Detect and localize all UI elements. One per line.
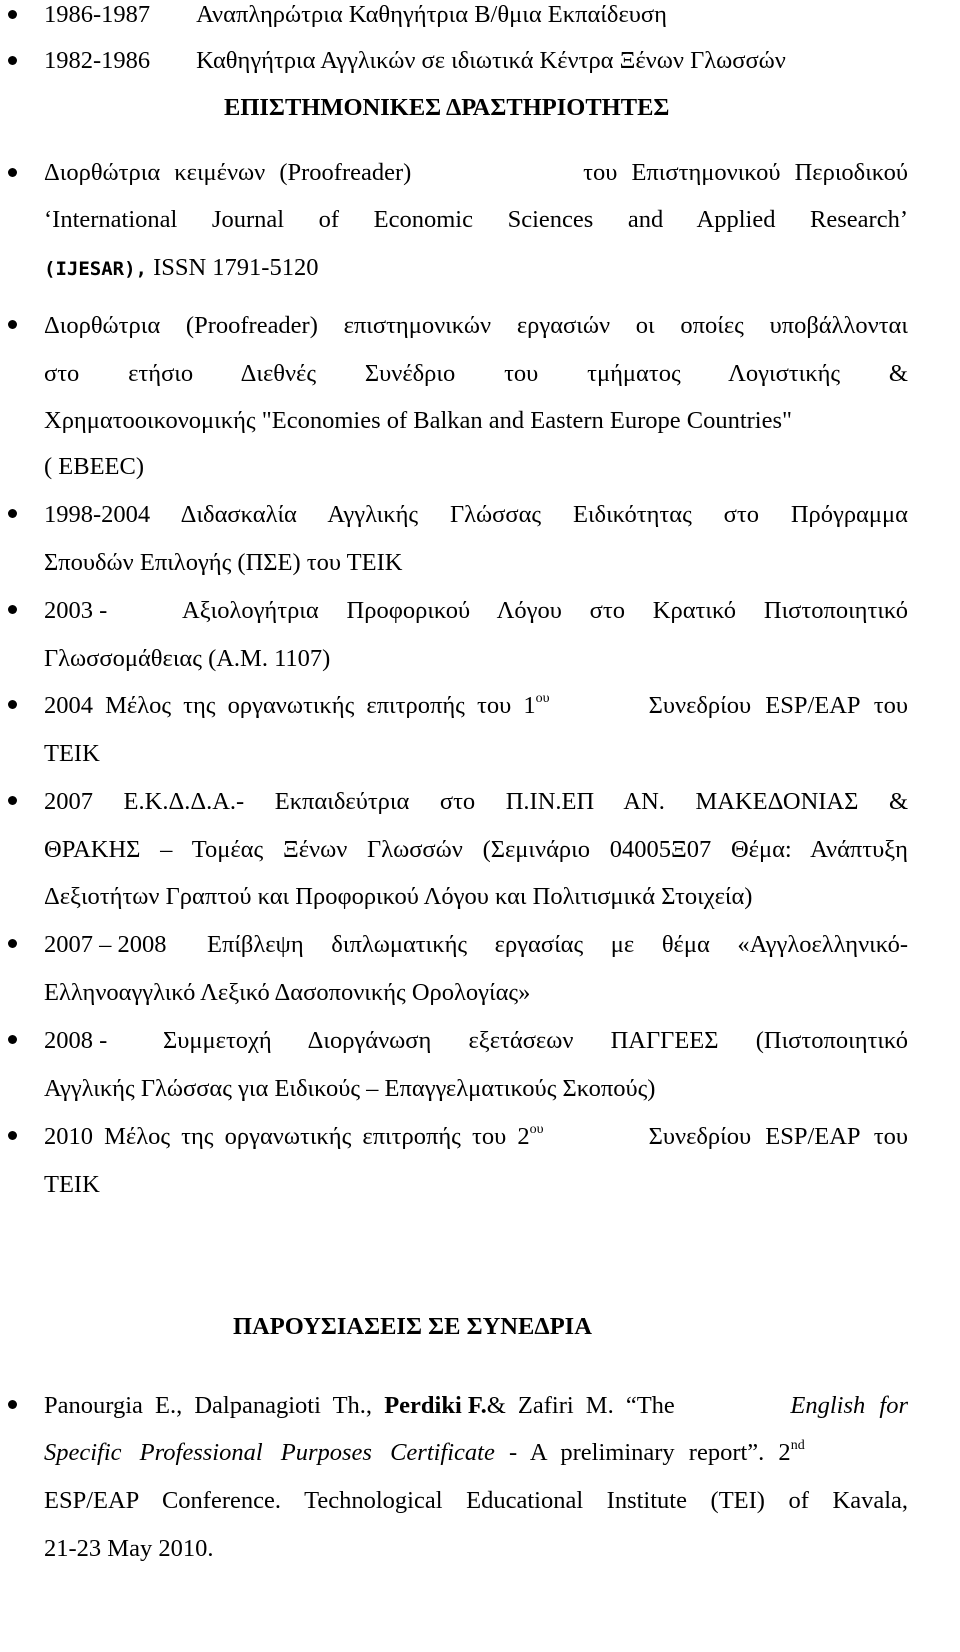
item-text: του Επιστημονικού Περιοδικού (583, 159, 908, 186)
list-item (44, 1026, 908, 1056)
list-item (44, 691, 908, 721)
item-text: Επίβλεψη διπλωματικής εργασίας με θέμα «Αγγλοελληνικό- (207, 931, 908, 958)
issn: ISSN 1791-5120 (146, 254, 319, 281)
list-item-line: ΤΕΙΚ (44, 740, 100, 767)
item-text: 2010 Μέλος της οργανωτικής επιτροπής του 2 (44, 1123, 530, 1150)
authors: Panourgia E., Dalpanagioti Th., (44, 1392, 385, 1419)
list-item (44, 596, 908, 626)
bullet (8, 796, 17, 805)
list-item-line: Χρηματοοικονομικής "Economies of Balkan and Eastern Europe Countries" (44, 407, 793, 434)
item-year: 2003 - (44, 597, 108, 624)
list-item (44, 1122, 908, 1152)
item-year: 1982-1986 (44, 47, 151, 74)
bullet (8, 56, 17, 65)
paper-title: Specific Professional Purposes Certificate (44, 1439, 495, 1466)
item-text: Διορθώτρια κειμένων (Proofreader) (44, 159, 412, 186)
paper-title: English for (790, 1392, 908, 1419)
item-year: 2008 - (44, 1027, 108, 1054)
list-item-line: 21-23 May 2010. (44, 1535, 214, 1562)
list-item: 2007 Ε.Κ.Δ.Δ.Α.- Εκπαιδεύτρια στο Π.ΙΝ.ΕΠ ΑΝ. ΜΑΚΕΔΟΝΙΑΣ & (44, 788, 908, 815)
item-text: 2004 Μέλος της οργανωτικής επιτροπής του 1 (44, 692, 536, 719)
list-item-line: ΤΕΙΚ (44, 1171, 100, 1198)
bullet (8, 939, 17, 948)
list-item (44, 1391, 908, 1421)
list-item-line: Σπουδών Επιλογής (ΠΣΕ) του ΤΕΙΚ (44, 549, 403, 576)
list-item (44, 158, 908, 188)
bullet (8, 1131, 17, 1140)
section-heading-activities: ΕΠΙΣΤΗΜΟΝΙΚΕΣ ΔΡΑΣΤΗΡΙΟΤΗΤΕΣ (224, 94, 670, 121)
list-item (44, 46, 908, 76)
item-text: Αναπληρώτρια Καθηγήτρια Β/θμια Εκπαίδευση (196, 1, 667, 28)
list-item-line: Δεξιοτήτων Γραπτού και Προφορικού Λόγου και Πολιτισμικά Στοιχεία) (44, 883, 753, 910)
list-item (44, 930, 908, 960)
bullet (8, 1035, 17, 1044)
list-item: 1998-2004 Διδασκαλία Αγγλικής Γλώσσας Ειδικότητας στο Πρόγραμμα (44, 501, 908, 528)
item-text: Συνεδρίου ESP/EAP του (648, 692, 908, 719)
bullet (8, 700, 17, 709)
paper-title-rest: - A preliminary report”. 2 (494, 1439, 791, 1466)
list-item-line (44, 253, 908, 283)
list-item-line: ( EBEEC) (44, 453, 145, 480)
author-highlighted: Perdiki F. (384, 1392, 487, 1419)
journal-abbr: (IJESAR), (44, 258, 147, 280)
item-text: Καθηγήτρια Αγγλικών σε ιδιωτικά Κέντρα Ξένων Γλωσσών (196, 47, 786, 74)
list-item-line: Γλωσσομάθειας (Α.Μ. 1107) (44, 645, 331, 672)
bullet (8, 509, 17, 518)
item-year: 1986-1987 (44, 1, 151, 28)
ordinal-suffix: ου (529, 1122, 544, 1137)
item-text: Συνεδρίου ESP/EAP του (648, 1123, 908, 1150)
bullet (8, 10, 17, 19)
list-item-line: ESP/EAP Conference. Technological Educational Institute (TEI) of Kavala, (44, 1487, 908, 1514)
ordinal-suffix: ου (535, 691, 550, 706)
list-item-line: Ελληνοαγγλικό Λεξικό Δασοπονικής Ορολογίας» (44, 979, 531, 1006)
item-year: 2007 – 2008 (44, 931, 167, 958)
bullet (8, 1400, 17, 1409)
list-item-line: Αγγλικής Γλώσσας για Ειδικούς – Επαγγελματικούς Σκοπούς) (44, 1075, 656, 1102)
list-item (44, 0, 908, 30)
journal-title: ‘International Journal of Economic Sciences and Applied Research’ (44, 206, 908, 233)
item-text: Αξιολογήτρια Προφορικού Λόγου στο Κρατικό Πιστοποιητικό (182, 597, 908, 624)
list-item: Διορθώτρια (Proofreader) επιστημονικών εργασιών οι οποίες υποβάλλονται (44, 312, 908, 339)
list-item-line: στο ετήσιο Διεθνές Συνέδριο του τμήματος Λογιστικής & (44, 360, 908, 387)
bullet (8, 605, 17, 614)
item-text: Συμμετοχή Διοργάνωση εξετάσεων ΠΑΓΓΕΕΣ (Πιστοποιητικό (163, 1027, 908, 1054)
list-item-line: ΘΡΑΚΗΣ – Τομέας Ξένων Γλωσσών (Σεμινάριο 04005Ξ07 Θέμα: Ανάπτυξη (44, 836, 908, 863)
bullet (8, 320, 17, 329)
section-heading-presentations: ΠΑΡΟΥΣΙΑΣΕΙΣ ΣΕ ΣΥΝΕΔΡΙΑ (233, 1313, 592, 1340)
bullet (8, 168, 17, 177)
authors: & Zafiri M. “The (486, 1392, 675, 1419)
ordinal-suffix: nd (790, 1438, 805, 1453)
list-item-line (44, 1438, 908, 1468)
